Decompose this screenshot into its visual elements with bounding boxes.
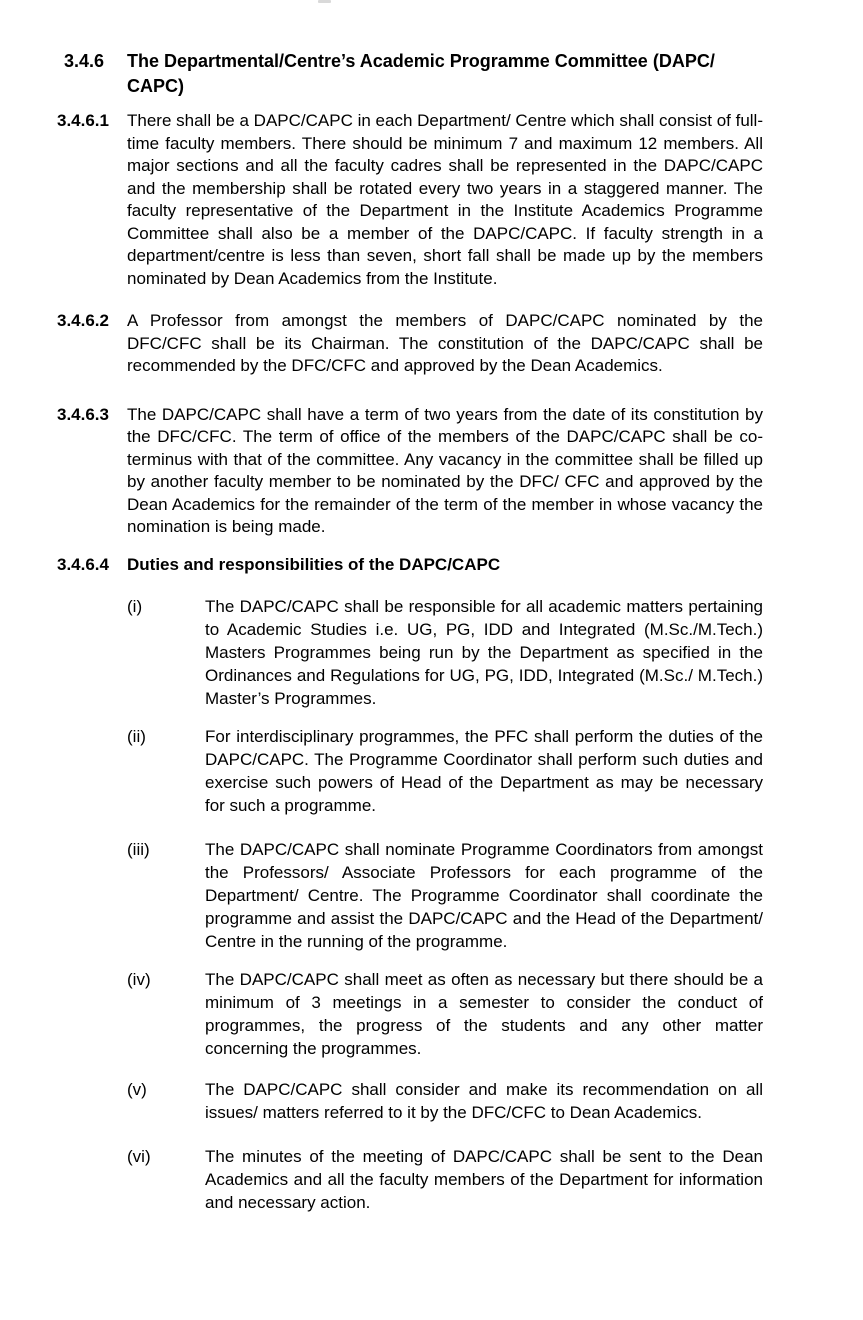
paragraph-text: The DAPC/CAPC shall have a term of two years from the date of its constitution by the DFC/CFC. The term of office of the members of the DAPC/CAPC shall be co-terminus with that of the committee. Any vacancy in the committee shall be filled up by another faculty member to be nominated by the DFC/ CFC and approved by the Dean Academics for the remainder of the term of the member in whose vacancy the nomination is being made.: [127, 404, 763, 536]
paragraph-3-4-6-1: [57, 110, 763, 290]
list-item-i: [127, 595, 763, 710]
paragraph-number: 3.4.6.2: [57, 311, 109, 330]
paragraph-number: 3.4.6.1: [57, 111, 109, 130]
list-item-marker: (ii): [127, 726, 146, 746]
list-item-vi: [127, 1145, 763, 1214]
scan-artifact: [318, 0, 331, 3]
list-item-marker: (vi): [127, 1146, 151, 1166]
section-title-line-1: The Departmental/Centre’s Academic Programme Committee (DAPC/: [127, 51, 715, 71]
list-item-text: The minutes of the meeting of DAPC/CAPC shall be sent to the Dean Academics and all the faculty members of the Department for information and necessary action.: [205, 1146, 763, 1212]
list-item-text: The DAPC/CAPC shall meet as often as necessary but there should be a minimum of 3 meetings in a semester to consider the conduct of programmes, the progress of the students and any other matter concerning the programmes.: [205, 969, 763, 1058]
section-heading: [57, 49, 763, 98]
section-title-line-2: CAPC): [127, 75, 184, 96]
list-item-marker: (i): [127, 596, 143, 616]
subsection-number: 3.4.6.4: [57, 554, 109, 574]
document-content: [57, 49, 763, 1214]
paragraph-3-4-6-3: [57, 404, 763, 539]
list-item-text: The DAPC/CAPC shall consider and make its recommendation on all issues/ matters referred to it by the DFC/CFC to Dean Academics.: [205, 1079, 763, 1122]
section-title: [127, 49, 763, 98]
duties-list: [127, 595, 763, 1214]
list-item-iv: [127, 968, 763, 1060]
list-item-iii: [127, 838, 763, 953]
list-item-v: [127, 1078, 763, 1124]
paragraph-3-4-6-2: [57, 310, 763, 378]
list-item-ii: [127, 725, 763, 817]
list-item-marker: (v): [127, 1079, 147, 1099]
list-item-marker: (iv): [127, 969, 151, 989]
list-item-text: For interdisciplinary programmes, the PFC shall perform the duties of the DAPC/CAPC. The Programme Coordinator shall perform such duties and exercise such powers of Head of the Department as may be necessary for such a programme.: [205, 726, 763, 815]
list-item-text: The DAPC/CAPC shall be responsible for all academic matters pertaining to Academic Studies i.e. UG, PG, IDD and Integrated (M.Sc./M.Tech.) Masters Programmes being run by the Department as specified in the Ordinances and Regulations for UG, PG, IDD, Integrated (M.Sc./ M.Tech.) Master’s Programmes.: [205, 596, 763, 708]
list-item-text: The DAPC/CAPC shall nominate Programme Coordinators from amongst the Professors/ Associate Professors for each programme of the Department/ Centre. The Programme Coordinator shall coordinate the programme and assist the DAPC/CAPC and the Head of the Department/ Centre in the running of the programme.: [205, 839, 763, 951]
paragraph-text: A Professor from amongst the members of DAPC/CAPC nominated by the DFC/CFC shall be its Chairman. The constitution of the DAPC/CAPC shall be recommended by the DFC/CFC and approved by the Dean Academics.: [127, 311, 763, 375]
subsection-heading-3-4-6-4: [57, 553, 763, 576]
subsection-title: Duties and responsibilities of the DAPC/CAPC: [127, 554, 501, 574]
section-number: 3.4.6: [64, 51, 105, 71]
paragraph-text: There shall be a DAPC/CAPC in each Department/ Centre which shall consist of full-time faculty members. There should be minimum 7 and maximum 12 members. All major sections and all the faculty cadres shall be represented in the DAPC/CAPC and the membership shall be rotated every two years in a staggered manner. The faculty representative of the Department in the Institute Academics Programme Committee shall also be a member of the DAPC/CAPC. If faculty strength in a department/centre is less than seven, short fall shall be made up by the members nominated by Dean Academics from the Institute.: [127, 111, 763, 288]
list-item-marker: (iii): [127, 839, 150, 859]
paragraph-number: 3.4.6.3: [57, 404, 109, 424]
